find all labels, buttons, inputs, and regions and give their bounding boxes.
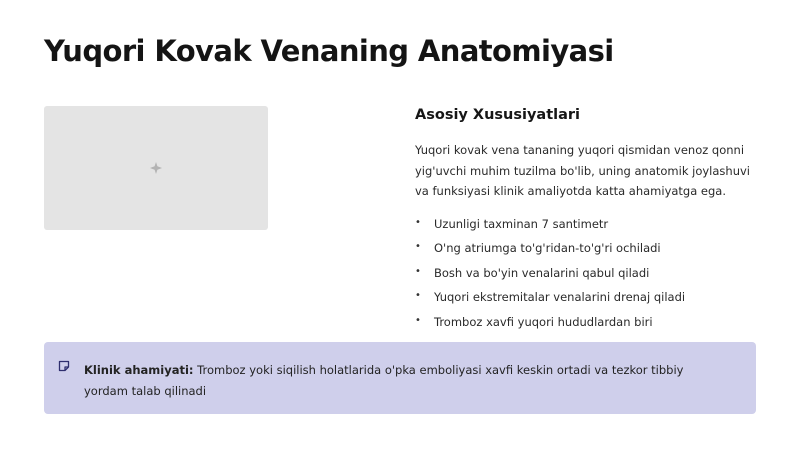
bullet-icon: •	[415, 265, 421, 277]
feature-list	[415, 212, 765, 335]
section-heading: Asosiy Xususiyatlari	[415, 107, 581, 123]
features-panel	[415, 104, 765, 334]
callout-text	[84, 360, 726, 401]
feature-text: Bosh va bo'yin venalarini qabul qiladi	[434, 265, 650, 280]
feature-item	[415, 236, 765, 261]
callout-body: Tromboz yoki siqilish holatlarida o'pka emboliyasi xavfi keskin ortadi va tezkor tibbiy yordam talab qilinadi	[84, 363, 684, 398]
image-placeholder	[44, 106, 268, 230]
callout-label: Klinik ahamiyati:	[84, 363, 194, 377]
feature-text: O'ng atriumga to'g'ridan-to'g'ri ochiladi	[434, 241, 661, 255]
feature-text: Yuqori ekstremitalar venalarini drenaj qiladi	[434, 290, 686, 304]
bullet-icon: •	[415, 216, 421, 228]
clinical-note-callout	[44, 342, 756, 414]
feature-item	[415, 310, 765, 335]
bullet-icon: •	[415, 241, 421, 252]
feature-item	[415, 285, 765, 310]
feature-text: Uzunligi taxminan 7 santimetr	[434, 216, 609, 231]
intro-paragraph: Yuqori kovak vena tananing yuqori qismidan venoz qonni yig'uvchi muhim tuzilma bo'lib, uning anatomik joylashuvi va funksiyasi klinik amaliyotda katta ahamiyatga ega.	[415, 143, 750, 198]
image-placeholder-icon	[149, 161, 163, 175]
feature-item	[415, 261, 765, 286]
bullet-icon: •	[415, 314, 421, 326]
feature-text: Tromboz xavfi yuqori hududlardan biri	[434, 314, 653, 329]
feature-item	[415, 212, 765, 237]
note-icon	[58, 360, 70, 372]
slide-title: Yuqori Kovak Venaning Anatomiyasi	[44, 34, 614, 68]
bullet-icon: •	[415, 290, 421, 301]
